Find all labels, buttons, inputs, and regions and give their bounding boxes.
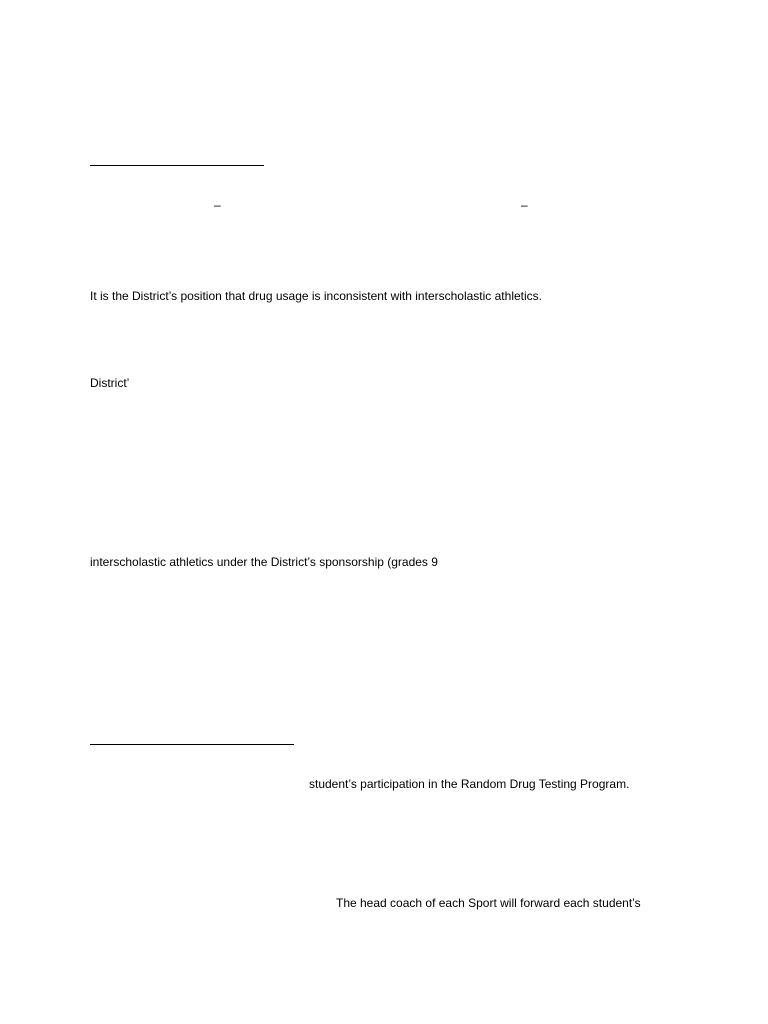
paragraph-line-4: student’s participation in the Random Drug Testing Program.	[309, 777, 630, 791]
heading-underline-2	[90, 744, 294, 745]
paragraph-line-5: The head coach of each Sport will forward each student’s	[336, 896, 641, 910]
dash-fragment-1: –	[214, 198, 221, 212]
heading-underline-1	[90, 165, 264, 166]
paragraph-line-1: It is the District’s position that drug usage is inconsistent with interscholastic athletics.	[90, 289, 542, 303]
dash-fragment-2: –	[521, 198, 528, 212]
paragraph-line-2: District’	[90, 376, 130, 390]
paragraph-line-3: interscholastic athletics under the District’s sponsorship (grades 9	[90, 555, 438, 569]
